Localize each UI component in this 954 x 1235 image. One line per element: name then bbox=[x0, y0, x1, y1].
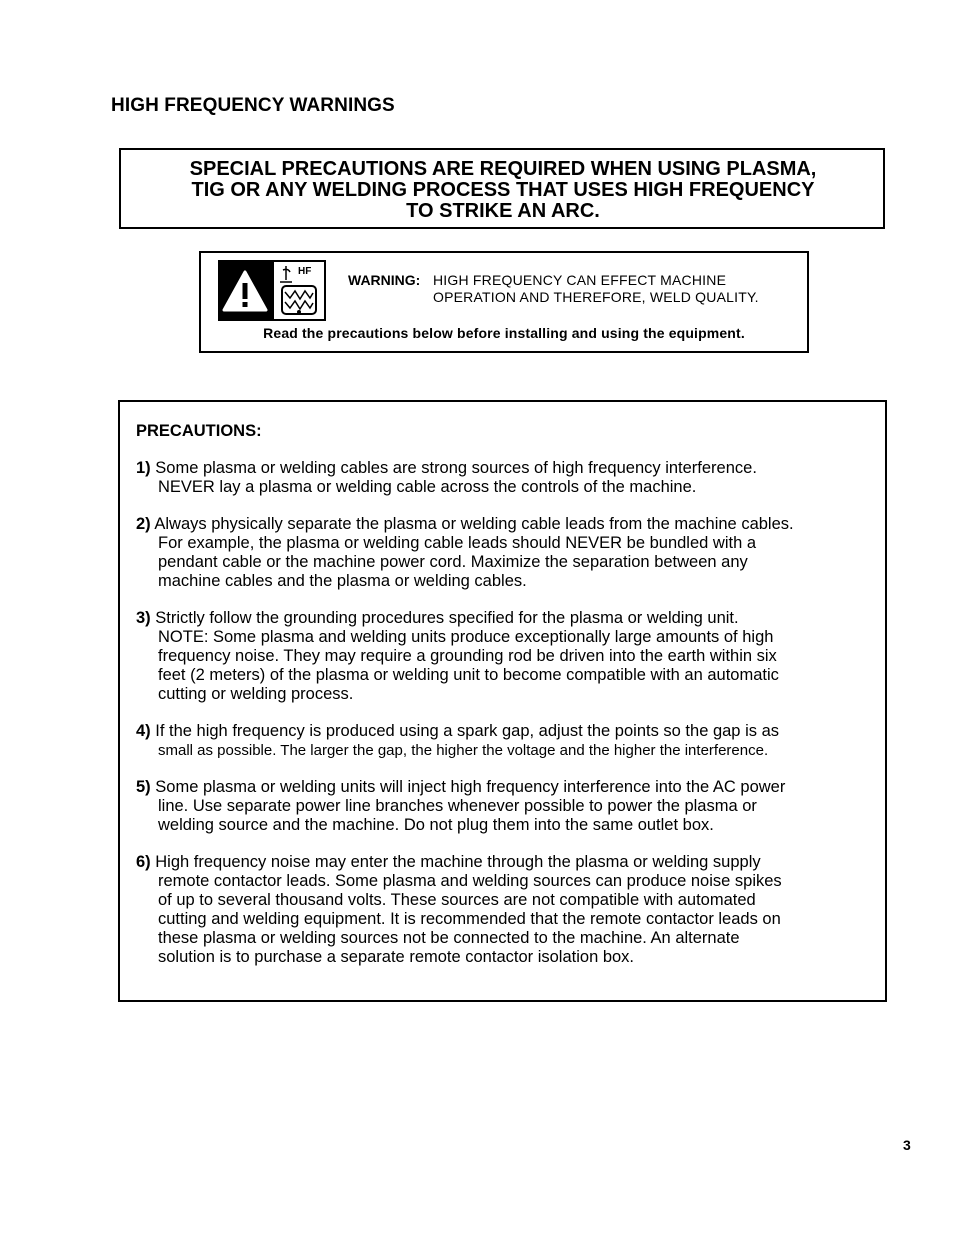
precaution-item-3 bbox=[136, 609, 881, 704]
special-line: TO STRIKE AN ARC. bbox=[406, 200, 600, 222]
item-line: Some plasma or welding cables are strong sources of high frequency interference. bbox=[155, 459, 757, 477]
precaution-item-5 bbox=[136, 778, 881, 835]
item-line: machine cables and the plasma or welding cables. bbox=[158, 572, 527, 590]
read-precautions-note: Read the precautions below before installing and using the equipment. bbox=[263, 325, 745, 341]
item-line: NOTE: Some plasma and welding units produce exceptionally large amounts of high bbox=[158, 628, 774, 646]
item-line: line. Use separate power line branches whenever possible to power the plasma or bbox=[158, 797, 757, 815]
hf-icon-text: HF bbox=[298, 266, 312, 277]
special-line: TIG OR ANY WELDING PROCESS THAT USES HIGH FREQUENCY bbox=[191, 179, 815, 201]
item-line: Always physically separate the plasma or welding cable leads from the machine cables. bbox=[154, 515, 794, 533]
warning-icon-group bbox=[218, 260, 330, 321]
item-line: NEVER lay a plasma or welding cable across the controls of the machine. bbox=[158, 478, 697, 496]
item-line: small as possible. The larger the gap, the higher the voltage and the higher the interference. bbox=[158, 742, 769, 759]
item-line: If the high frequency is produced using a spark gap, adjust the points so the gap is as bbox=[155, 722, 779, 740]
special-precautions-text bbox=[121, 159, 883, 222]
special-line: SPECIAL PRECAUTIONS ARE REQUIRED WHEN USING PLASMA, bbox=[189, 158, 817, 180]
item-line: of up to several thousand volts. These sources are not compatible with automated bbox=[158, 891, 756, 909]
item-number: 5) bbox=[136, 778, 151, 796]
warning-triangle-icon bbox=[218, 260, 272, 321]
item-number: 3) bbox=[136, 609, 151, 627]
item-line: welding source and the machine. Do not plug them into the same outlet box. bbox=[158, 816, 714, 834]
item-line: cutting and welding equipment. It is recommended that the remote contactor leads on bbox=[158, 910, 781, 928]
item-line: For example, the plasma or welding cable leads should NEVER be bundled with a bbox=[158, 534, 757, 552]
precaution-item-4 bbox=[136, 722, 881, 760]
warning-message bbox=[433, 272, 759, 306]
item-line: High frequency noise may enter the machine through the plasma or welding supply bbox=[155, 853, 761, 871]
warning-line: HIGH FREQUENCY CAN EFFECT MACHINE bbox=[433, 272, 727, 288]
precaution-item-1 bbox=[136, 459, 881, 497]
item-line: solution is to purchase a separate remote contactor isolation box. bbox=[158, 948, 635, 966]
precautions-title: PRECAUTIONS: bbox=[136, 422, 262, 440]
item-number: 4) bbox=[136, 722, 151, 740]
high-frequency-hazard-icon bbox=[272, 260, 326, 321]
item-line: frequency noise. They may require a grounding rod be driven into the earth within six bbox=[158, 647, 777, 665]
precaution-item-6 bbox=[136, 853, 881, 967]
precaution-item-2 bbox=[136, 515, 881, 591]
precautions-list bbox=[136, 459, 881, 985]
warning-line: OPERATION AND THEREFORE, WELD QUALITY. bbox=[433, 289, 759, 305]
item-number: 6) bbox=[136, 853, 151, 871]
page-title: HIGH FREQUENCY WARNINGS bbox=[111, 95, 395, 116]
special-precautions-box bbox=[119, 148, 885, 229]
item-line: Some plasma or welding units will inject high frequency interference into the AC power bbox=[155, 778, 786, 796]
item-line: pendant cable or the machine power cord. Maximize the separation between any bbox=[158, 553, 748, 571]
item-line: these plasma or welding sources not be connected to the machine. An alternate bbox=[158, 929, 740, 947]
precautions-box bbox=[118, 400, 887, 1002]
item-line: cutting or welding process. bbox=[158, 685, 354, 703]
item-number: 1) bbox=[136, 459, 151, 477]
warning-box bbox=[199, 251, 809, 353]
warning-label: WARNING: bbox=[348, 272, 421, 288]
page-number: 3 bbox=[903, 1137, 911, 1153]
item-line: Strictly follow the grounding procedures specified for the plasma or welding unit. bbox=[155, 609, 739, 627]
item-line: feet (2 meters) of the plasma or welding unit to become compatible with an automatic bbox=[158, 666, 779, 684]
item-number: 2) bbox=[136, 515, 151, 533]
item-line: remote contactor leads. Some plasma and welding sources can produce noise spikes bbox=[158, 872, 782, 890]
